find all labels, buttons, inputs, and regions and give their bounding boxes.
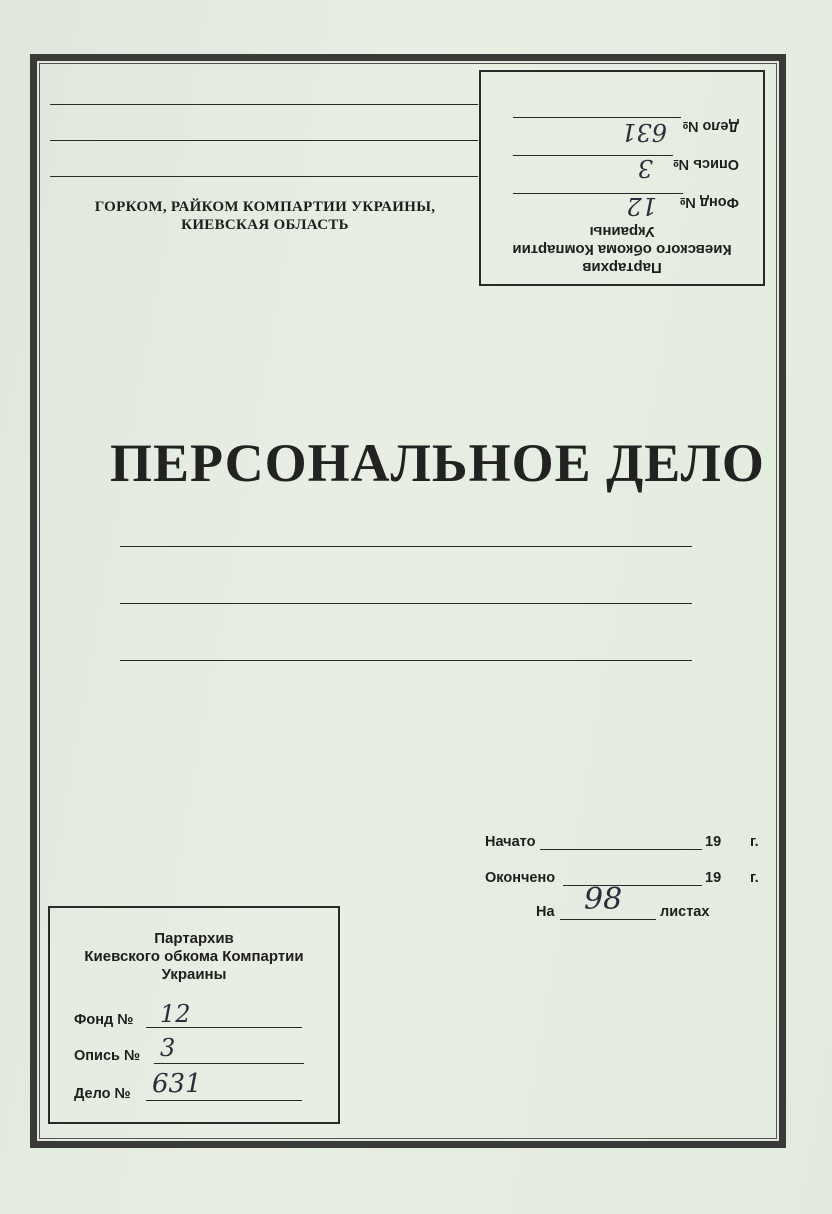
ended-year-prefix: 19 [705,870,722,886]
stamp-opis-label: Опись № [74,1048,141,1064]
archive-stamp-upside-down [479,70,765,286]
sheets-suffix: листах [660,904,710,920]
stamp-top-line-1: Партархив [582,259,662,276]
sheets-prefix: На [536,904,555,920]
ended-year-suffix: г. [750,870,759,886]
stamp-line-1: Партархив [154,930,234,947]
stamp-top-line-3: Украины [589,223,655,240]
stamp-delo-value: 631 [152,1069,202,1099]
stamp-line-3: Украины [161,966,227,983]
started-year-suffix: г. [750,834,759,850]
stamp-opis-line [154,1063,304,1064]
stamp-fond-value: 12 [160,1000,191,1028]
header-blank-line-2 [50,140,478,141]
stamp-fond-label: Фонд № [74,1012,134,1028]
started-year-prefix: 19 [705,834,722,850]
stamp-line-2: Киевского обкома Компартии [84,948,304,965]
sheets-value: 98 [584,882,623,917]
stamp-top-fond-value: 12 [626,192,657,220]
stamp-delo-label: Дело № [74,1086,131,1102]
stamp-top-opis-value: 3 [637,154,653,182]
sheets-line [560,919,656,920]
name-blank-line-1 [120,546,692,547]
stamp-top-fond-line [513,193,683,194]
ended-label: Окончено [485,870,556,886]
stamp-top-delo-label: Дело № [682,118,739,134]
issuer-line-2: КИЕВСКАЯ ОБЛАСТЬ [181,217,349,233]
header-blank-line-3 [50,176,478,177]
stamp-top-line-2: Киевского обкома Компартии [512,241,732,258]
stamp-delo-line [146,1100,302,1101]
document-title: ПЕРСОНАЛЬНОЕ ДЕЛО [110,433,765,493]
started-line [540,849,702,850]
stamp-top-fond-label: Фонд № [679,194,739,210]
started-label: Начато [485,834,536,850]
name-blank-line-3 [120,660,692,661]
header-blank-line-1 [50,104,478,105]
stamp-top-delo-value: 631 [621,118,667,146]
archive-stamp [48,906,340,1124]
stamp-opis-value: 3 [160,1034,176,1062]
issuer-line-1: ГОРКОМ, РАЙКОМ КОМПАРТИИ УКРАИНЫ, [94,199,436,215]
stamp-top-opis-label: Опись № [672,156,739,172]
issuer-text [60,198,470,234]
name-blank-line-2 [120,603,692,604]
